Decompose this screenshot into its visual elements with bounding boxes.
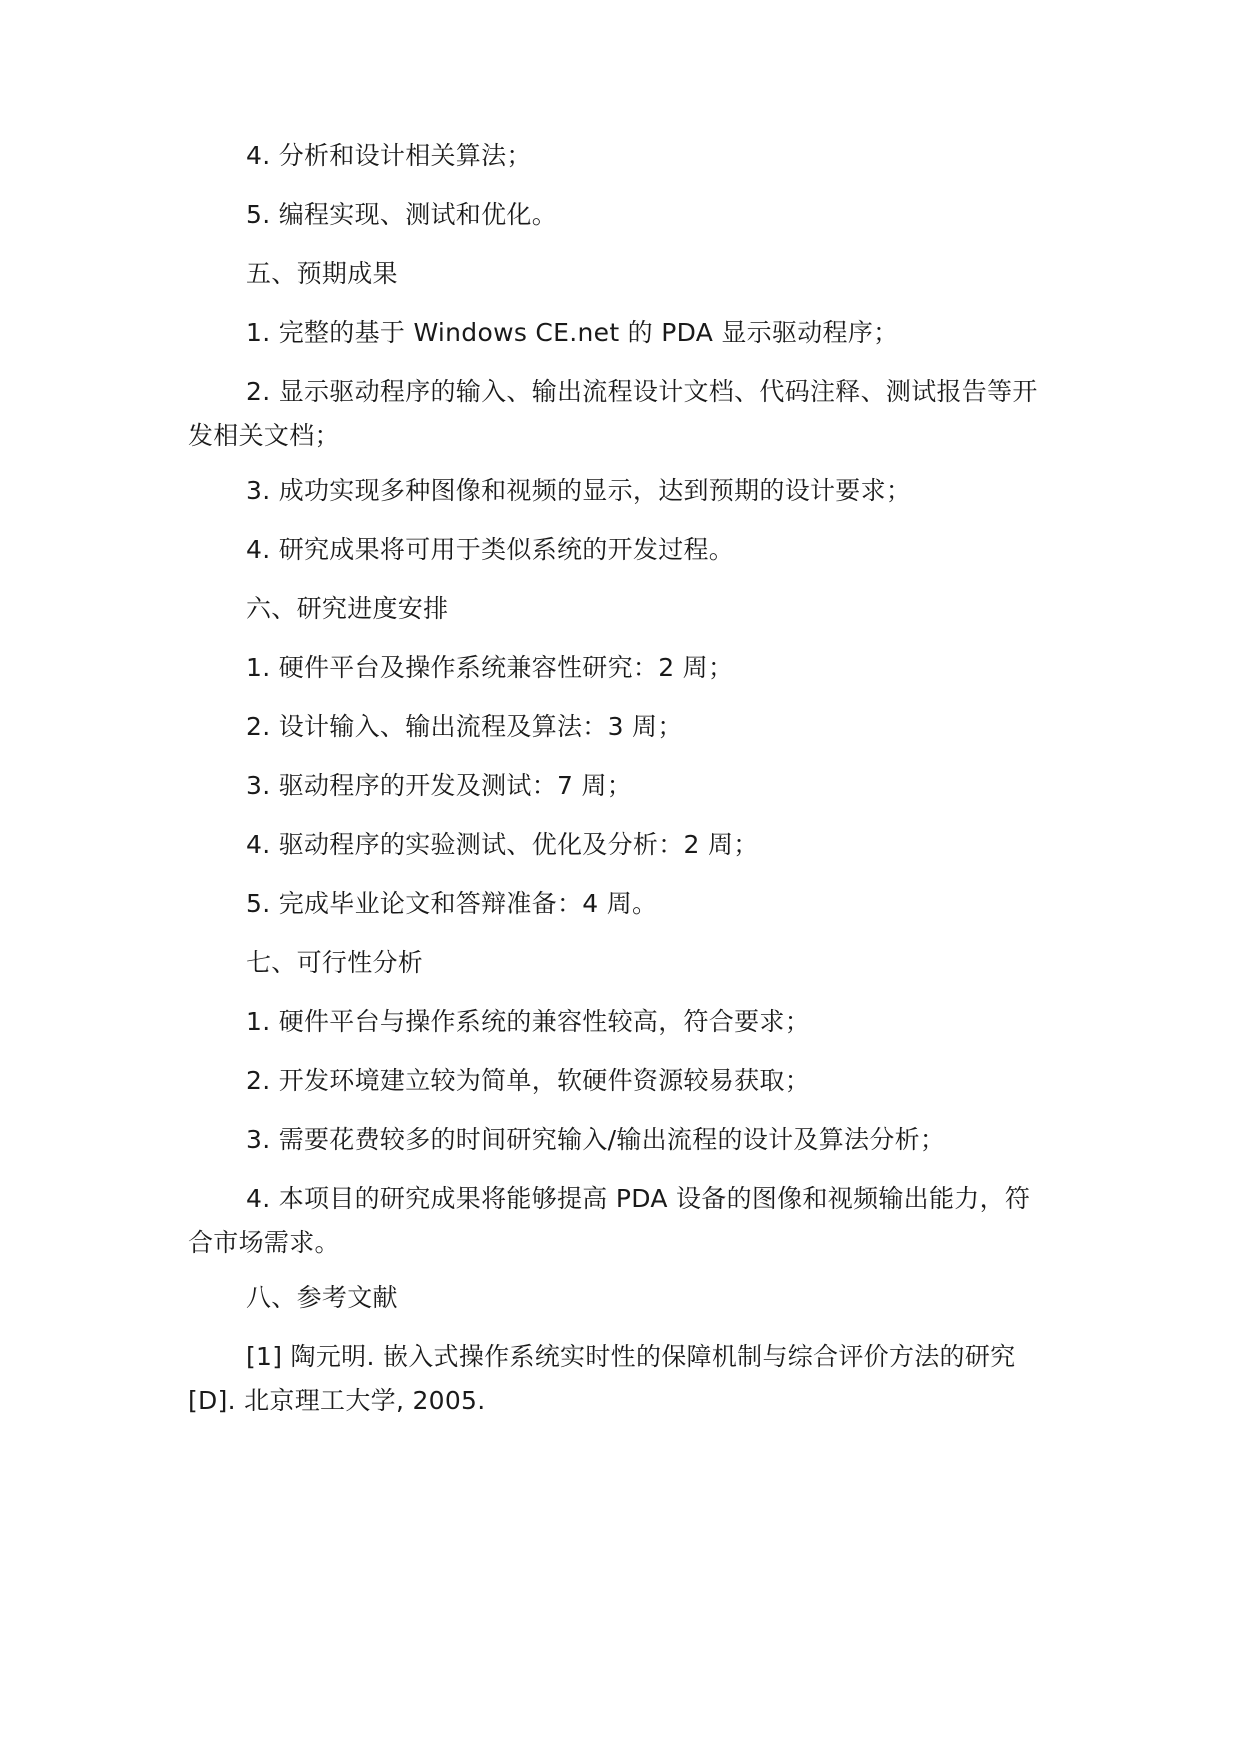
schedule-item-design: 2. 设计输入、输出流程及算法：3 周； [246,712,683,741]
list-item-reuse: 4. 研究成果将可用于类似系统的开发过程。 [246,535,735,564]
list-item-analyze-algorithms: 4. 分析和设计相关算法； [246,141,532,170]
section-heading-references: 八、参考文献 [246,1283,398,1312]
schedule-item-thesis: 5. 完成毕业论文和答辩准备：4 周。 [246,889,658,918]
feasibility-item-time: 3. 需要花费较多的时间研究输入/输出流程的设计及算法分析； [246,1125,946,1154]
schedule-item-compatibility: 1. 硬件平台及操作系统兼容性研究：2 周； [246,653,734,682]
schedule-item-experiments: 4. 驱动程序的实验测试、优化及分析：2 周； [246,830,759,859]
feasibility-item-environment: 2. 开发环境建立较为简单，软硬件资源较易获取； [246,1066,811,1095]
feasibility-item-market: 4. 本项目的研究成果将能够提高 PDA 设备的图像和视频输出能力，符合市场需求。 [188,1184,1031,1257]
section-heading-feasibility: 七、可行性分析 [246,948,424,977]
reference-entry: [1] 陶元明. 嵌入式操作系统实时性的保障机制与综合评价方法的研究[D]. 北京理工大学, 2005. [188,1342,1016,1415]
section-heading-expected-results: 五、预期成果 [246,259,398,288]
list-item-implement-test: 5. 编程实现、测试和优化。 [246,200,558,229]
schedule-item-development: 3. 驱动程序的开发及测试：7 周； [246,771,633,800]
feasibility-item-compatibility: 1. 硬件平台与操作系统的兼容性较高，符合要求； [246,1007,811,1036]
section-heading-schedule: 六、研究进度安排 [246,594,449,623]
list-item-display-success: 3. 成功实现多种图像和视频的显示，达到预期的设计要求； [246,476,912,505]
list-item-driver-program: 1. 完整的基于 Windows CE.net 的 PDA 显示驱动程序； [246,318,899,347]
list-item-design-documents: 2. 显示驱动程序的输入、输出流程设计文档、代码注释、测试报告等开发相关文档； [188,377,1038,450]
